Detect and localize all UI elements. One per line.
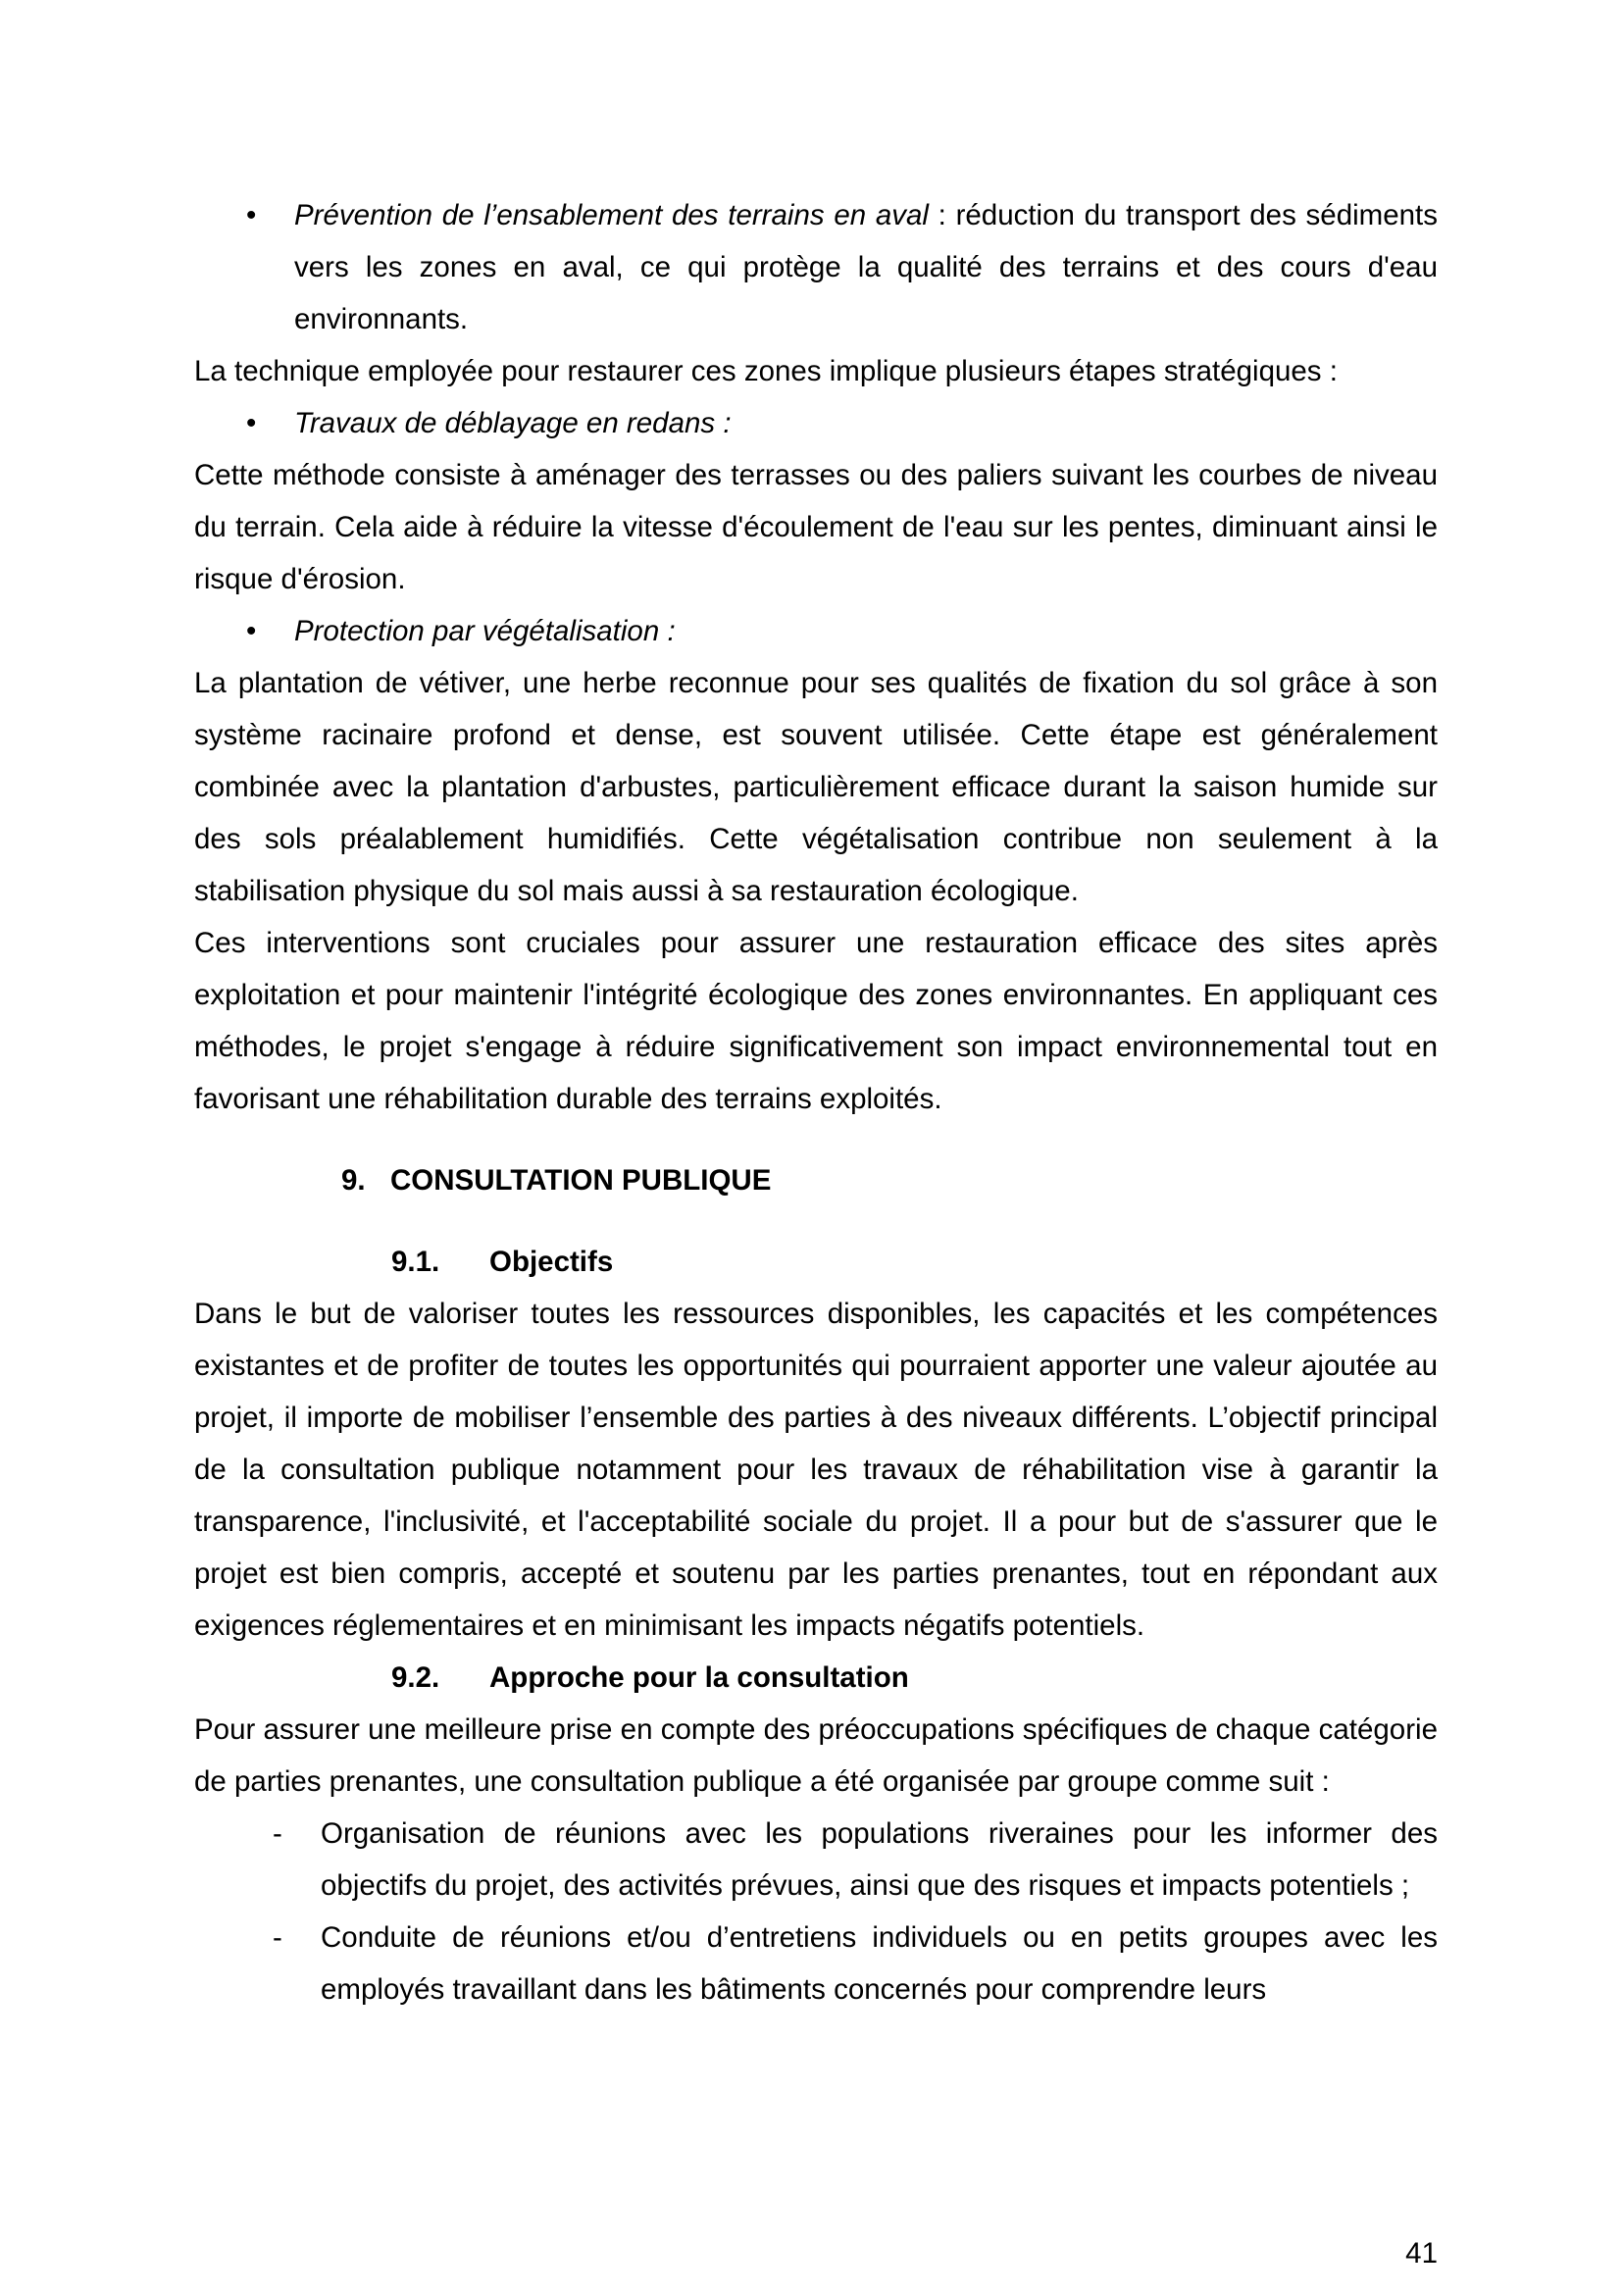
bullet-marker: • (246, 199, 257, 231)
bullet-prevention-ensablement (194, 189, 1438, 345)
intro-technique: La technique employée pour restaurer ces zones implique plusieurs étapes stratégiques : (194, 355, 1338, 387)
subsection-title: Objectifs (489, 1246, 614, 1278)
bullet-title: Travaux de déblayage en redans : (294, 407, 732, 439)
bullet-text: : réduction du transport des sédiments vers les zones en aval, ce qui protège la qualité des terrains et des cours d'eau environnants. (294, 199, 1438, 335)
page-body (194, 189, 1438, 2015)
paragraph-vegetalisation: La plantation de vétiver, une herbe reconnue pour ses qualités de fixation du sol grâce à son système racinaire profond et dense, est souvent utilisée. Cette étape est généralement combinée avec la plantation d'arbustes, particulièrement efficace durant la saison humide sur des sols préalablement humidifiés. Cette végétalisation contribue non seulement à la stabilisation physique du sol mais aussi à sa restauration écologique. (194, 667, 1438, 907)
bullet-title: Prévention de l’ensablement des terrains en aval (294, 199, 929, 231)
subsection-title: Approche pour la consultation (489, 1661, 909, 1694)
bullet-marker: • (246, 615, 257, 647)
list-item-text: Conduite de réunions et/ou d’entretiens individuels ou en petits groupes avec les employés travaillant dans les bâtiments concernés pour comprendre leurs (321, 1921, 1438, 2006)
list-item (194, 1808, 1438, 1912)
section-number: 9. (341, 1164, 366, 1197)
dash-marker: - (273, 1817, 282, 1850)
subsection-heading-objectifs (194, 1236, 1438, 1288)
list-item (194, 1912, 1438, 2015)
subsection-heading-approche (194, 1652, 1438, 1704)
paragraph-objectifs: Dans le but de valoriser toutes les ressources disponibles, les capacités et les compétences existantes et de profiter de toutes les opportunités qui pourraient apporter une valeur ajoutée au projet, il importe de mobiliser l’ensemble des parties à des niveaux différents. L’objectif principal de la consultation publique notamment pour les travaux de réhabilitation vise à garantir la transparence, l'inclusivité, et l'acceptabilité sociale du projet. Il a pour but de s'assurer que le projet est bien compris, accepté et soutenu par les parties prenantes, tout en répondant aux exigences réglementaires et en minimisant les impacts négatifs potentiels. (194, 1298, 1438, 1642)
section-title: CONSULTATION PUBLIQUE (390, 1164, 772, 1197)
bullet-title: Protection par végétalisation : (294, 615, 676, 647)
section-heading-consultation (194, 1154, 1438, 1206)
subsection-number: 9.1. (391, 1246, 440, 1278)
paragraph-approche: Pour assurer une meilleure prise en compte des préoccupations spécifiques de chaque catégorie de parties prenantes, une consultation publique a été organisée par groupe comme suit : (194, 1713, 1438, 1798)
dash-marker: - (273, 1921, 282, 1954)
bullet-vegetalisation (194, 605, 1438, 657)
page-number: 41 (1405, 2237, 1438, 2270)
list-item-text: Organisation de réunions avec les populations riveraines pour les informer des objectifs du projet, des activités prévues, ainsi que des risques et impacts potentiels ; (321, 1817, 1438, 1902)
paragraph-deblayage: Cette méthode consiste à aménager des terrasses ou des paliers suivant les courbes de niveau du terrain. Cela aide à réduire la vitesse d'écoulement de l'eau sur les pentes, diminuant ainsi le risque d'érosion. (194, 459, 1438, 595)
bullet-marker: • (246, 407, 257, 439)
paragraph-interventions: Ces interventions sont cruciales pour assurer une restauration efficace des sites après exploitation et pour maintenir l'intégrité écologique des zones environnantes. En appliquant ces méthodes, le projet s'engage à réduire significativement son impact environnemental tout en favorisant une réhabilitation durable des terrains exploités. (194, 927, 1438, 1115)
subsection-number: 9.2. (391, 1661, 440, 1694)
bullet-deblayage (194, 397, 1438, 449)
